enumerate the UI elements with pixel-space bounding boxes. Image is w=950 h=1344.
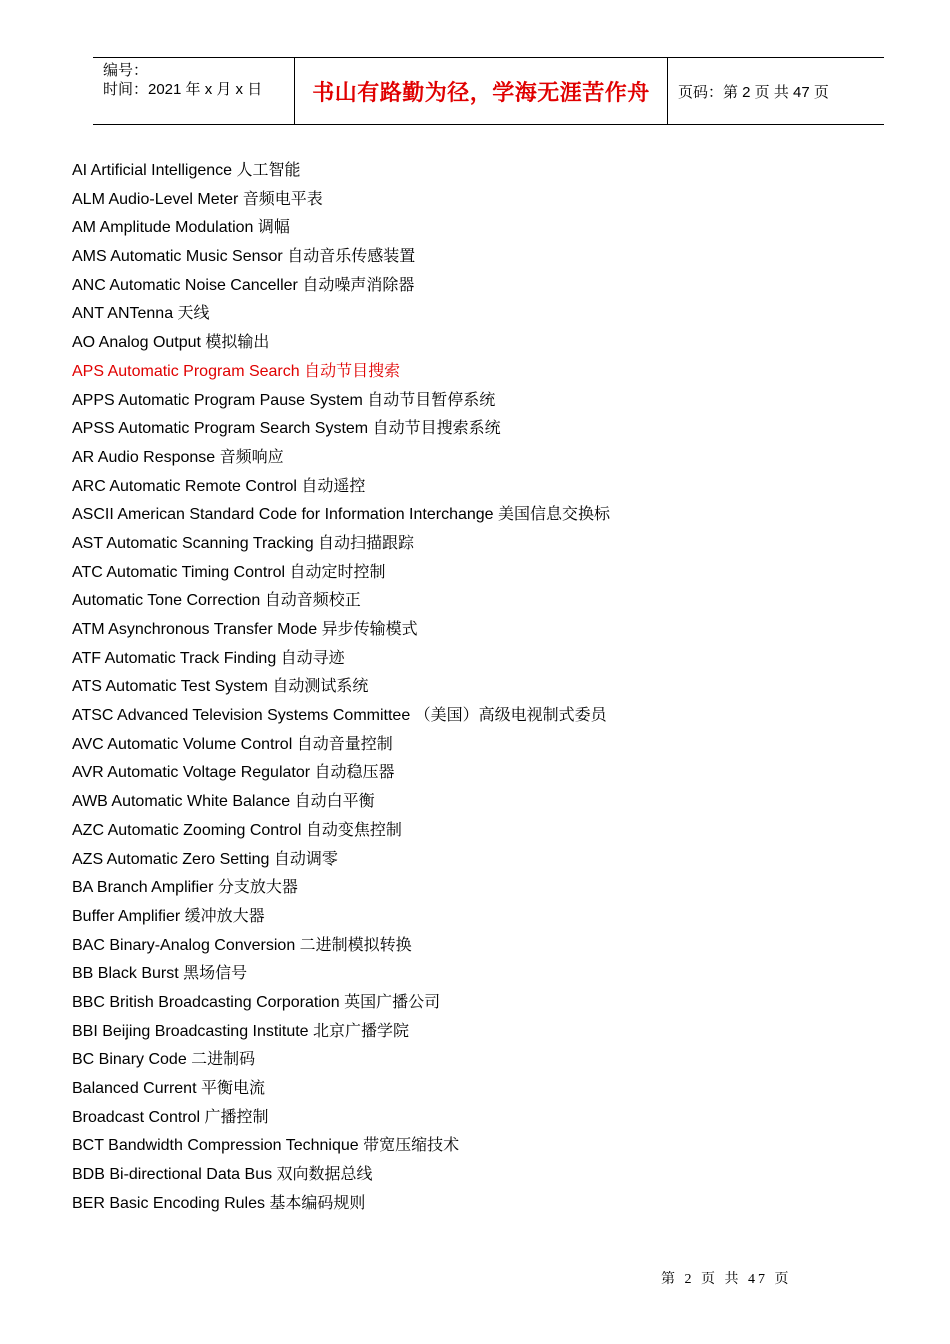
- glossary-entry: BC Binary Code 二进制码: [72, 1051, 256, 1069]
- glossary-entry: AI Artificial Intelligence 人工智能: [72, 162, 301, 179]
- glossary-entry: AO Analog Output 模拟输出: [72, 334, 270, 352]
- glossary-entry: AZC Automatic Zooming Control 自动变焦控制: [72, 821, 402, 839]
- glossary-entry: BCT Bandwidth Compression Technique 带宽压缩技术: [72, 1137, 460, 1155]
- header-page-info: 页码：第 2 页 共 47 页: [678, 83, 829, 101]
- glossary-entry: Buffer Amplifier 缓冲放大器: [72, 907, 265, 925]
- glossary-entry: ATF Automatic Track Finding 自动寻迹: [72, 649, 345, 667]
- glossary-entry: AM Amplitude Modulation 调幅: [72, 219, 290, 237]
- glossary-entry: BBC British Broadcasting Corporation 英国广播公司: [72, 993, 441, 1011]
- glossary-entry: ATC Automatic Timing Control 自动定时控制: [72, 563, 386, 581]
- glossary-entry: BBI Beijing Broadcasting Institute 北京广播学院: [72, 1022, 410, 1040]
- header-motto: 书山有路勤为径，学海无涯苦作舟: [294, 58, 668, 124]
- glossary-entry: AWB Automatic White Balance 自动白平衡: [72, 793, 375, 811]
- glossary-entry: Broadcast Control 广播控制: [72, 1108, 269, 1126]
- glossary-entry: BER Basic Encoding Rules 基本编码规则: [72, 1194, 366, 1212]
- glossary-entry: ATS Automatic Test System 自动测试系统: [72, 678, 369, 696]
- glossary-entry: APSS Automatic Program Search System 自动节目搜索系统: [72, 420, 501, 438]
- glossary-entry: Balanced Current 平衡电流: [72, 1080, 265, 1097]
- glossary-entry: BAC Binary-Analog Conversion 二进制模拟转换: [72, 936, 412, 954]
- glossary-entry: AMS Automatic Music Sensor 自动音乐传感装置: [72, 248, 416, 266]
- glossary-list: [72, 157, 872, 1218]
- glossary-entry: AST Automatic Scanning Tracking 自动扫描跟踪: [72, 534, 415, 552]
- glossary-entry: BA Branch Amplifier 分支放大器: [72, 879, 298, 897]
- glossary-entry: Automatic Tone Correction 自动音频校正: [72, 592, 361, 610]
- glossary-entry: AVC Automatic Volume Control 自动音量控制: [72, 735, 393, 753]
- glossary-entry: ALM Audio-Level Meter 音频电平表: [72, 190, 323, 208]
- glossary-entry: APPS Automatic Program Pause System 自动节目暂停系统: [72, 391, 496, 409]
- glossary-entry: ATSC Advanced Television Systems Committee （美国）高级电视制式委员: [72, 707, 607, 725]
- glossary-entry: ATM Asynchronous Transfer Mode 异步传输模式: [72, 621, 418, 638]
- time-label: 时间：2021 年 x 月 x 日: [103, 81, 263, 98]
- number-label: 编号：: [103, 62, 149, 79]
- glossary-entry: AZS Automatic Zero Setting 自动调零: [72, 850, 338, 868]
- glossary-entry: ARC Automatic Remote Control 自动遥控: [72, 477, 366, 495]
- glossary-entry: BDB Bi-directional Data Bus 双向数据总线: [72, 1166, 373, 1184]
- header-meta: [93, 58, 294, 124]
- glossary-entry: AVR Automatic Voltage Regulator 自动稳压器: [72, 764, 395, 782]
- glossary-entry: AR Audio Response 音频响应: [72, 448, 284, 466]
- glossary-entry: ASCII American Standard Code for Information Interchange 美国信息交换标: [72, 506, 611, 524]
- page-header: [93, 57, 884, 125]
- glossary-entry: BB Black Burst 黑场信号: [72, 965, 248, 983]
- glossary-entry: ANT ANTenna 天线: [72, 305, 210, 323]
- page-footer: 第 2 页 共 47 页: [661, 1272, 792, 1287]
- glossary-entry: ANC Automatic Noise Canceller 自动噪声消除器: [72, 276, 415, 294]
- glossary-entry: APS Automatic Program Search 自动节目搜索: [72, 362, 401, 380]
